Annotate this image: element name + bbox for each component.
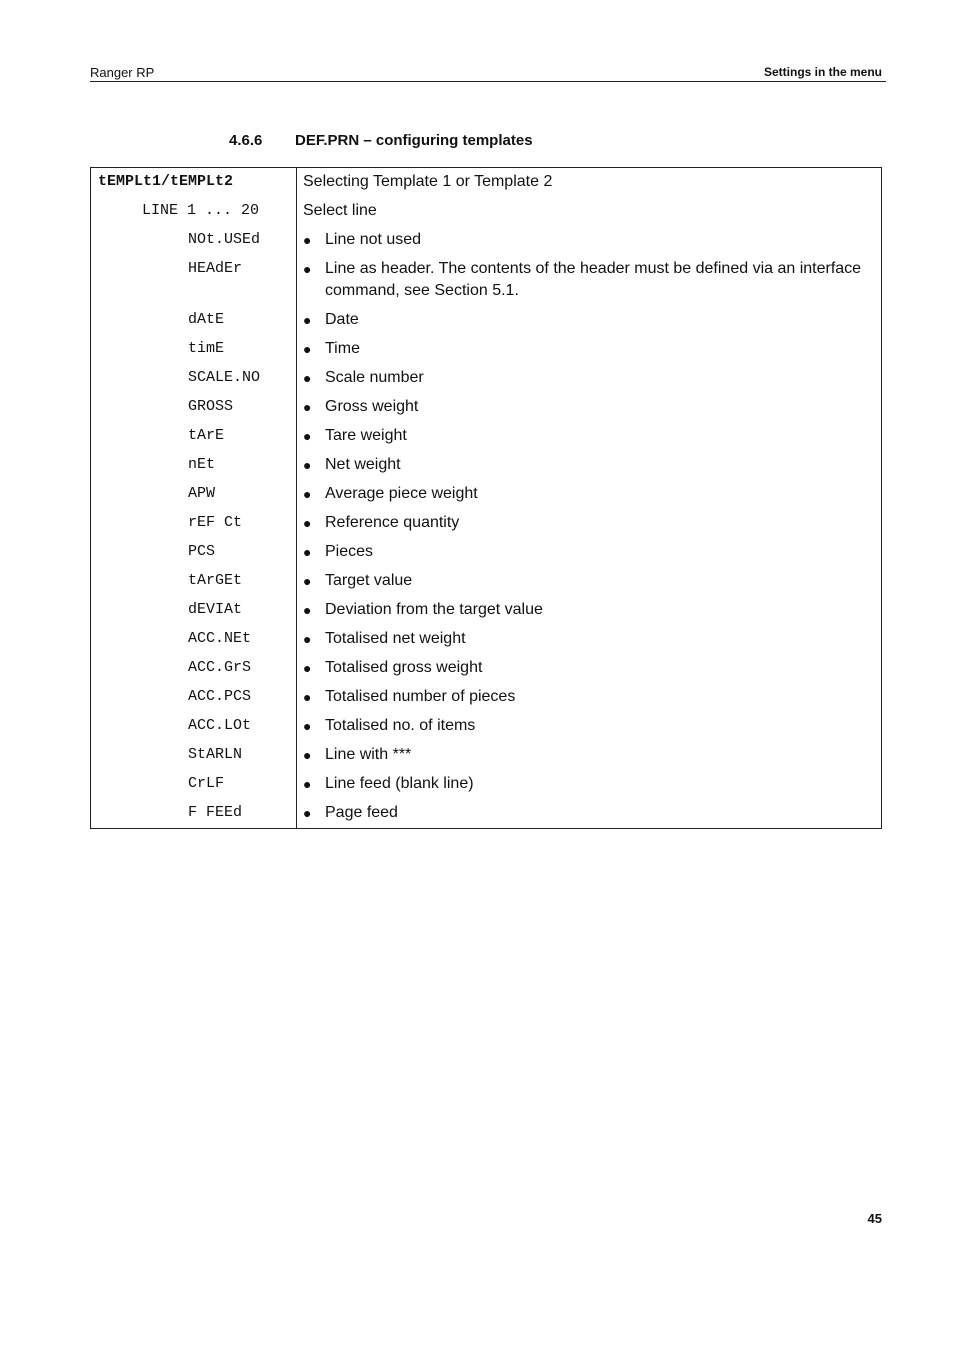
menu-description: Tare weight [325, 427, 407, 444]
menu-code: ACC.LOt [188, 717, 252, 734]
menu-code: tArGEt [188, 572, 243, 589]
chapter-title: Settings in the menu [763, 65, 882, 79]
section-number: 4.6.6 [229, 132, 263, 149]
menu-description: Date [325, 311, 359, 328]
table-row [91, 255, 882, 306]
menu-description: Line as header. The contents of the header must be defined via an interface command, see Section 5.1. [325, 260, 862, 299]
bullet-item [297, 686, 881, 708]
bullet-icon: ● [303, 428, 312, 444]
menu-code: NOt.USEd [188, 231, 261, 248]
table-row [91, 654, 882, 683]
bullet-item [297, 229, 881, 251]
menu-description: Line with *** [325, 746, 412, 763]
bullet-icon: ● [303, 602, 312, 618]
bullet-icon: ● [303, 660, 312, 676]
menu-code: GROSS [188, 398, 234, 415]
bullet-icon: ● [303, 312, 312, 328]
menu-description: Totalised number of pieces [325, 688, 516, 705]
menu-description: Gross weight [325, 398, 419, 415]
table-row [91, 364, 882, 393]
menu-code: nEt [188, 456, 216, 473]
menu-code: SCALE.NO [188, 369, 261, 386]
table-row [91, 596, 882, 625]
page-header [90, 63, 886, 82]
menu-code: F FEEd [188, 804, 243, 821]
bullet-item [297, 483, 881, 505]
table-row [91, 306, 882, 335]
table-row [91, 393, 882, 422]
bullet-item [297, 541, 881, 563]
menu-code: dEVIAt [188, 601, 243, 618]
bullet-item [297, 425, 881, 447]
menu-code: timE [188, 340, 225, 357]
bullet-icon: ● [303, 718, 312, 734]
menu-code: CrLF [188, 775, 225, 792]
table-row [91, 799, 882, 829]
menu-code: rEF Ct [188, 514, 243, 531]
bullet-item [297, 367, 881, 389]
bullet-icon: ● [303, 341, 312, 357]
table-row [91, 741, 882, 770]
menu-code: dAtE [188, 311, 225, 328]
bullet-item [297, 599, 881, 621]
bullet-icon: ● [303, 776, 312, 792]
menu-code: StARLN [188, 746, 243, 763]
menu-description: Totalised gross weight [325, 659, 483, 676]
menu-code: ACC.GrS [188, 659, 252, 676]
document-title: Ranger RP [90, 65, 155, 80]
bullet-icon: ● [303, 805, 312, 821]
menu-description: Scale number [325, 369, 424, 386]
menu-description: Page feed [325, 804, 398, 821]
bullet-icon: ● [303, 573, 312, 589]
bullet-icon: ● [303, 370, 312, 386]
menu-table [90, 167, 882, 829]
bullet-item [297, 570, 881, 592]
table-row [91, 335, 882, 364]
section-title: DEF.PRN – configuring templates [295, 132, 533, 149]
menu-description: Average piece weight [325, 485, 478, 502]
bullet-item [297, 715, 881, 737]
menu-description: Selecting Template 1 or Template 2 [303, 173, 553, 190]
menu-description: Pieces [325, 543, 374, 560]
menu-description: Line feed (blank line) [325, 775, 474, 792]
table-row [91, 770, 882, 799]
bullet-icon: ● [303, 457, 312, 473]
menu-description: Totalised net weight [325, 630, 466, 647]
bullet-icon: ● [303, 399, 312, 415]
menu-description: Reference quantity [325, 514, 460, 531]
menu-description: Target value [325, 572, 413, 589]
menu-code: tArE [188, 427, 225, 444]
menu-code: tEMPLt1/tEMPLt2 [98, 173, 234, 190]
table-row [91, 683, 882, 712]
menu-description: Time [325, 340, 360, 357]
bullet-icon: ● [303, 631, 312, 647]
menu-code: LINE 1 ... 20 [142, 202, 260, 219]
bullet-item [297, 258, 881, 302]
menu-code: PCS [188, 543, 216, 560]
bullet-item [297, 309, 881, 331]
bullet-item [297, 512, 881, 534]
bullet-icon: ● [303, 747, 312, 763]
page-number: 45 [867, 1211, 882, 1226]
table-row [91, 197, 882, 226]
bullet-item [297, 396, 881, 418]
bullet-icon: ● [303, 261, 312, 277]
table-row [91, 451, 882, 480]
menu-description: Net weight [325, 456, 401, 473]
menu-description: Deviation from the target value [325, 601, 543, 618]
table-row [91, 625, 882, 654]
table-row [91, 168, 882, 198]
menu-description: Select line [303, 202, 377, 219]
table-row [91, 422, 882, 451]
menu-code: APW [188, 485, 216, 502]
table-row [91, 538, 882, 567]
bullet-icon: ● [303, 486, 312, 502]
bullet-item [297, 628, 881, 650]
bullet-icon: ● [303, 515, 312, 531]
bullet-icon: ● [303, 232, 312, 248]
bullet-item [297, 773, 881, 795]
bullet-item [297, 657, 881, 679]
menu-code: HEAdEr [188, 260, 243, 277]
table-row [91, 226, 882, 255]
bullet-icon: ● [303, 544, 312, 560]
bullet-item [297, 802, 881, 824]
table-row [91, 712, 882, 741]
bullet-item [297, 744, 881, 766]
menu-description: Totalised no. of items [325, 717, 476, 734]
menu-code: ACC.NEt [188, 630, 252, 647]
menu-description: Line not used [325, 231, 422, 248]
table-row [91, 509, 882, 538]
menu-code: ACC.PCS [188, 688, 252, 705]
bullet-icon: ● [303, 689, 312, 705]
bullet-item [297, 338, 881, 360]
table-row [91, 480, 882, 509]
table-row [91, 567, 882, 596]
bullet-item [297, 454, 881, 476]
